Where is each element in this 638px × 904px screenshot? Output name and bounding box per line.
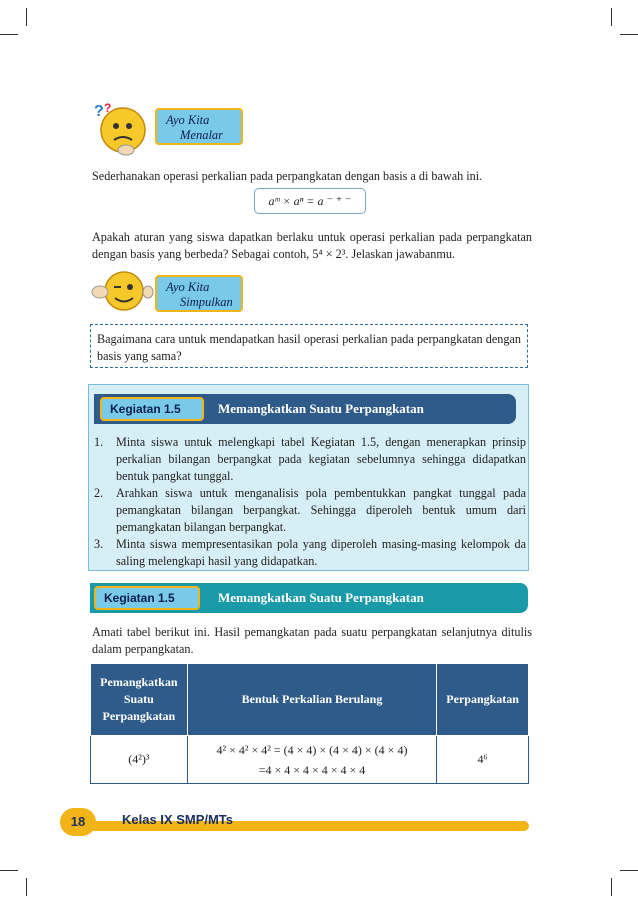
page-number: 18 [60,808,96,836]
guide-item-1 [94,434,526,485]
repeated-multiplication-line2: =4 × 4 × 4 × 4 × 4 × 4 [258,762,366,777]
ayo-menalar-box [155,108,243,145]
table-cell: (4²)³ [91,736,188,784]
crop-mark [611,878,612,896]
crop-mark [620,34,638,35]
svg-text:?: ? [104,101,112,115]
table-cell: 4⁶ [437,736,529,784]
guide-item-2 [94,485,526,536]
svg-text:?: ? [94,103,104,120]
activity-tab: Kegiatan 1.5 [94,586,200,610]
activity-title: Memangkatkan Suatu Perpangkatan [218,590,424,605]
table-header-cell: Bentuk Perkalian Berulang [187,664,437,736]
guide-item-3 [94,536,526,570]
table-header-cell: Perpangkatan [437,664,529,736]
conclusion-question-box: Bagaimana cara untuk mendapatkan hasil operasi perkalian pada perpangkatan dengan basis yang sama? [90,324,528,368]
question-text: Apakah aturan yang siswa dapatkan berlaku untuk operasi perkalian pada perpangkatan dengan basis yang berbeda? Sebagai contoh, 5⁴ × 2³. Jelaskan jawabanmu. [92,230,532,261]
table-intro-text: Amati tabel berikut ini. Hasil pemangkatan pada suatu perpangkatan selanjutnya ditulis dalam perpangkatan. [92,625,532,656]
crop-mark [0,34,18,35]
intro-text: Sederhanakan operasi perkalian pada perpangkatan dengan basis a di bawah ini. [92,169,483,183]
table-cell [187,736,437,784]
guide-item-number: 3. [94,537,104,551]
crop-mark [611,8,612,26]
ayo-simpulkan-box [155,275,243,312]
table-header-row [91,664,529,736]
book-title: Kelas IX SMP/MTs [122,812,234,827]
ayo-simpulkan-line2: Simpulkan [180,295,233,309]
crop-mark [26,878,27,896]
guide-item-text: Minta siswa mempresentasikan pola yang diperoleh masing-masing kelompok da saling melengkapi hasil yang didapatkan. [116,537,526,568]
ayo-simpulkan-line1: Ayo Kita [166,280,210,294]
repeated-multiplication-line1: 4² × 4² × 4² = (4 × 4) × (4 × 4) × (4 × 4) [216,742,408,757]
teacher-guide-tab: Kegiatan 1.5 [100,397,204,421]
crop-mark [0,870,18,871]
ayo-menalar-line1: Ayo Kita [166,113,210,127]
crop-mark [26,8,27,26]
guide-item-number: 1. [94,435,104,449]
exponent-table [90,663,529,784]
thinking-smiley-icon [92,100,154,156]
guide-item-number: 2. [94,486,104,500]
teacher-guide-title: Memangkatkan Suatu Perpangkatan [218,401,424,416]
crop-mark [620,870,638,871]
formula-box: aᵐ × aⁿ = a ⁻ ⁺ ⁻ [254,188,366,214]
ayo-menalar-line2: Menalar [180,128,224,142]
table-header-cell: Pemangkatkan Suatu Perpangkatan [91,664,188,736]
winking-smiley-icon [90,268,154,314]
guide-item-text: Minta siswa untuk melengkapi tabel Kegiatan 1.5, dengan menerapkan prinsip perkalian bilangan berpangkat pada kegiatan sebelumnya sehingga didapatkan bentuk pangkat tunggal. [116,435,526,483]
table-row [91,736,529,784]
guide-item-text: Arahkan siswa untuk menganalisis pola pembentukkan pangkat tunggal pada pemangkatan bilangan berpangkat. Sehingga diperoleh bentuk umum dari pemangkatan bilangan berpangkat. [116,486,526,534]
